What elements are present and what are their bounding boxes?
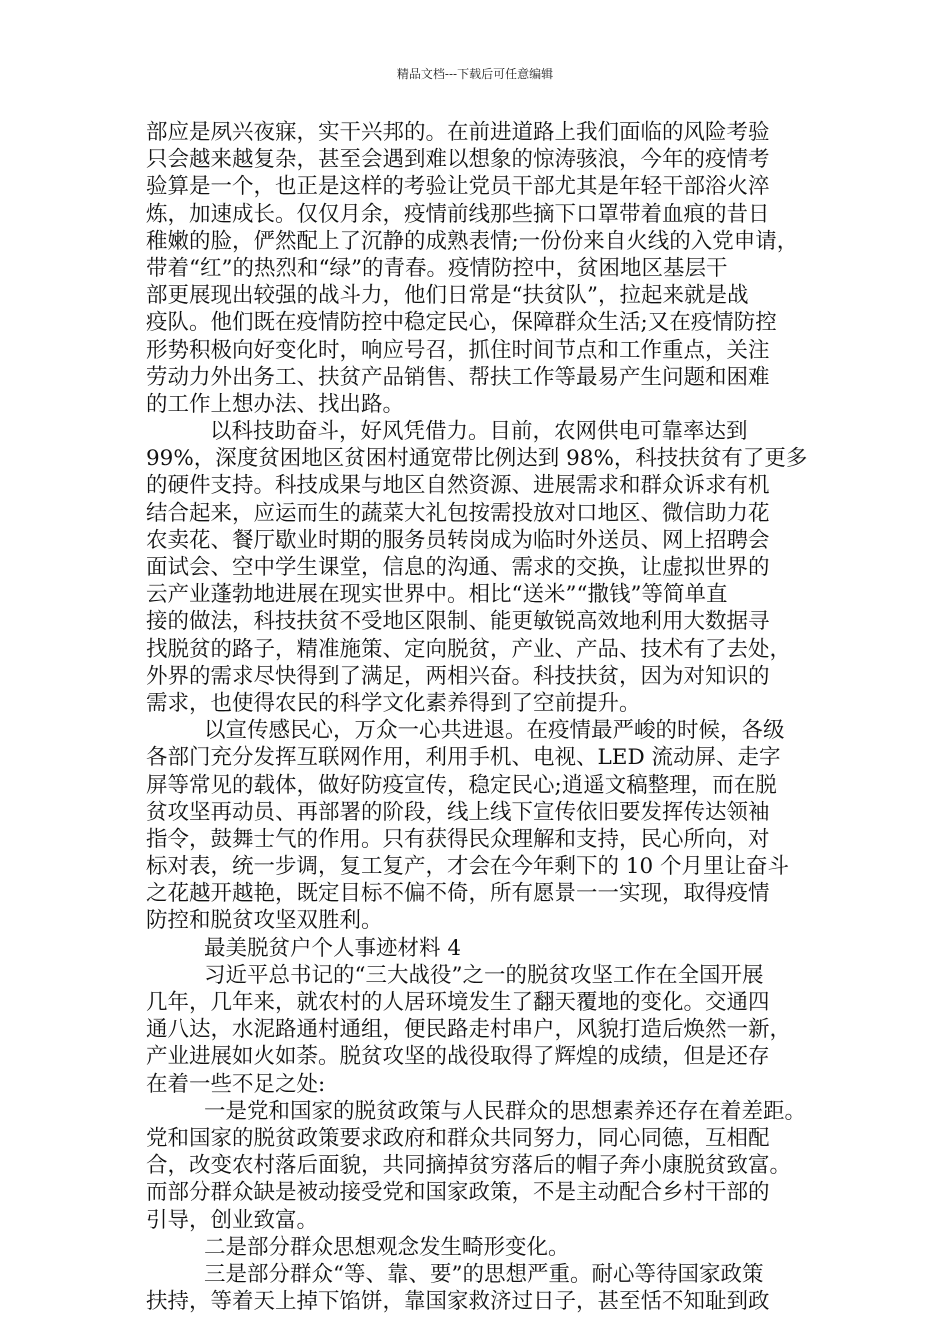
document-body — [146, 119, 810, 1315]
paragraph-start-line: 以科技助奋斗，好风凭借力。目前，农网供电可靠率达到 — [210, 419, 748, 445]
text-line: 稚嫩的脸，俨然配上了沉静的成熟表情;一份份来自火线的入党申请， — [146, 228, 799, 254]
text-line: 的工作上想办法、找出路。 — [146, 391, 405, 417]
text-line: 99%，深度贫困地区贫困村通宽带比例达到 98%，科技扶贫有了更多 — [146, 446, 808, 472]
paragraph-start-line: 三是部分群众“等、靠、要”的思想严重。耐心等待国家政策 — [204, 1261, 764, 1287]
text-line: 外界的需求尽快得到了满足，两相兴奋。科技扶贫，因为对知识的 — [146, 663, 770, 689]
section-heading: 最美脱贫户个人事迹材料 4 — [204, 935, 462, 961]
paragraph-start-line: 一是党和国家的脱贫政策与人民群众的思想素养还存在着差距。 — [204, 1098, 807, 1124]
paragraph-start-line: 以宣传感民心，万众一心共进退。在疫情最严峻的时候，各级 — [204, 718, 785, 744]
text-line: 只会越来越复杂，甚至会遇到难以想象的惊涛骇浪，今年的疫情考 — [146, 147, 770, 173]
text-line: 防控和脱贫攻坚双胜利。 — [146, 908, 383, 934]
text-line: 部应是夙兴夜寐，实干兴邦的。在前进道路上我们面临的风险考验 — [146, 120, 770, 145]
page-header: 精品文档---下载后可任意编辑 — [396, 67, 554, 81]
paragraph-start-line: 习近平总书记的“三大战役”之一的脱贫攻坚工作在全国开展 — [204, 962, 764, 988]
text-line: 炼，加速成长。仅仅月余，疫情前线那些摘下口罩带着血痕的昔日 — [146, 201, 770, 227]
text-line: 的硬件支持。科技成果与地区自然资源、进展需求和群众诉求有机 — [146, 473, 770, 499]
text-line: 接的做法，科技扶贫不受地区限制、能更敏锐高效地利用大数据寻 — [146, 609, 770, 635]
text-line: 之花越开越艳，既定目标不偏不倚，所有愿景一一实现，取得疫情 — [146, 881, 770, 907]
text-line: 面试会、空中学生课堂，信息的沟通、需求的交换，让虚拟世界的 — [146, 555, 770, 580]
text-line: 云产业蓬勃地进展在现实世界中。相比“送米”“撒钱”等简单直 — [146, 582, 728, 608]
text-line: 结合起来，应运而生的蔬菜大礼包按需投放对口地区、微信助力花 — [146, 500, 770, 526]
text-line: 形势积极向好变化时，响应号召，抓住时间节点和工作重点，关注 — [146, 337, 770, 363]
text-line: 带着“红”的热烈和“绿”的青春。疫情防控中，贫困地区基层干 — [146, 255, 728, 281]
text-line: 通八达，水泥路通村通组，便民路走村串户，风貌打造后焕然一新， — [146, 1017, 792, 1043]
text-line: 贫攻坚再动员、再部署的阶段，线上线下宣传依旧要发挥传达领袖 — [146, 799, 770, 825]
text-line: 标对表，统一步调，复工复产，才会在今年剩下的 10 个月里让奋斗 — [146, 854, 790, 880]
text-line: 而部分群众缺是被动接受党和国家政策，不是主动配合乡村干部的 — [146, 1180, 770, 1206]
paragraph-start-line: 二是部分群众思想观念发生畸形变化。 — [204, 1234, 570, 1260]
text-line: 农卖花、餐厅歇业时期的服务员转岗成为临时外送员、网上招聘会 — [146, 527, 770, 553]
text-line: 屏等常见的载体，做好防疫宣传，稳定民心;逍遥文稿整理，而在脱 — [146, 772, 777, 798]
text-line: 验算是一个，也正是这样的考验让党员干部尤其是年轻干部浴火淬 — [146, 174, 770, 200]
text-line: 疫队。他们既在疫情防控中稳定民心，保障群众生活;又在疫情防控 — [146, 310, 777, 336]
text-line: 党和国家的脱贫政策要求政府和群众共同努力，同心同德，互相配 — [146, 1125, 770, 1151]
text-line: 扶持，等着天上掉下馅饼，靠国家救济过日子，甚至恬不知耻到政 — [146, 1289, 770, 1315]
text-line: 部更展现出较强的战斗力，他们日常是“扶贫队”，拉起来就是战 — [146, 283, 749, 309]
text-line: 各部门充分发挥互联网作用，利用手机、电视、LED 流动屏、走字 — [146, 745, 781, 771]
text-line: 需求，也使得农民的科学文化素养得到了空前提升。 — [146, 690, 641, 716]
text-line: 在着一些不足之处: — [146, 1071, 326, 1097]
text-line: 几年，几年来，就农村的人居环境发生了翻天覆地的变化。交通四 — [146, 990, 770, 1015]
text-line: 合，改变农村落后面貌，共同摘掉贫穷落后的帽子奔小康脱贫致富。 — [146, 1153, 792, 1179]
text-line: 劳动力外出务工、扶贫产品销售、帮扶工作等最易产生问题和困难 — [146, 364, 770, 390]
text-line: 产业进展如火如荼。脱贫攻坚的战役取得了辉煌的成绩，但是还存 — [146, 1044, 770, 1070]
text-line: 指令，鼓舞士气的作用。只有获得民众理解和支持，民心所向，对 — [146, 826, 770, 852]
text-line: 找脱贫的路子，精准施策、定向脱贫，产业、产品、技术有了去处， — [146, 636, 792, 662]
text-line: 引导，创业致富。 — [146, 1207, 319, 1233]
